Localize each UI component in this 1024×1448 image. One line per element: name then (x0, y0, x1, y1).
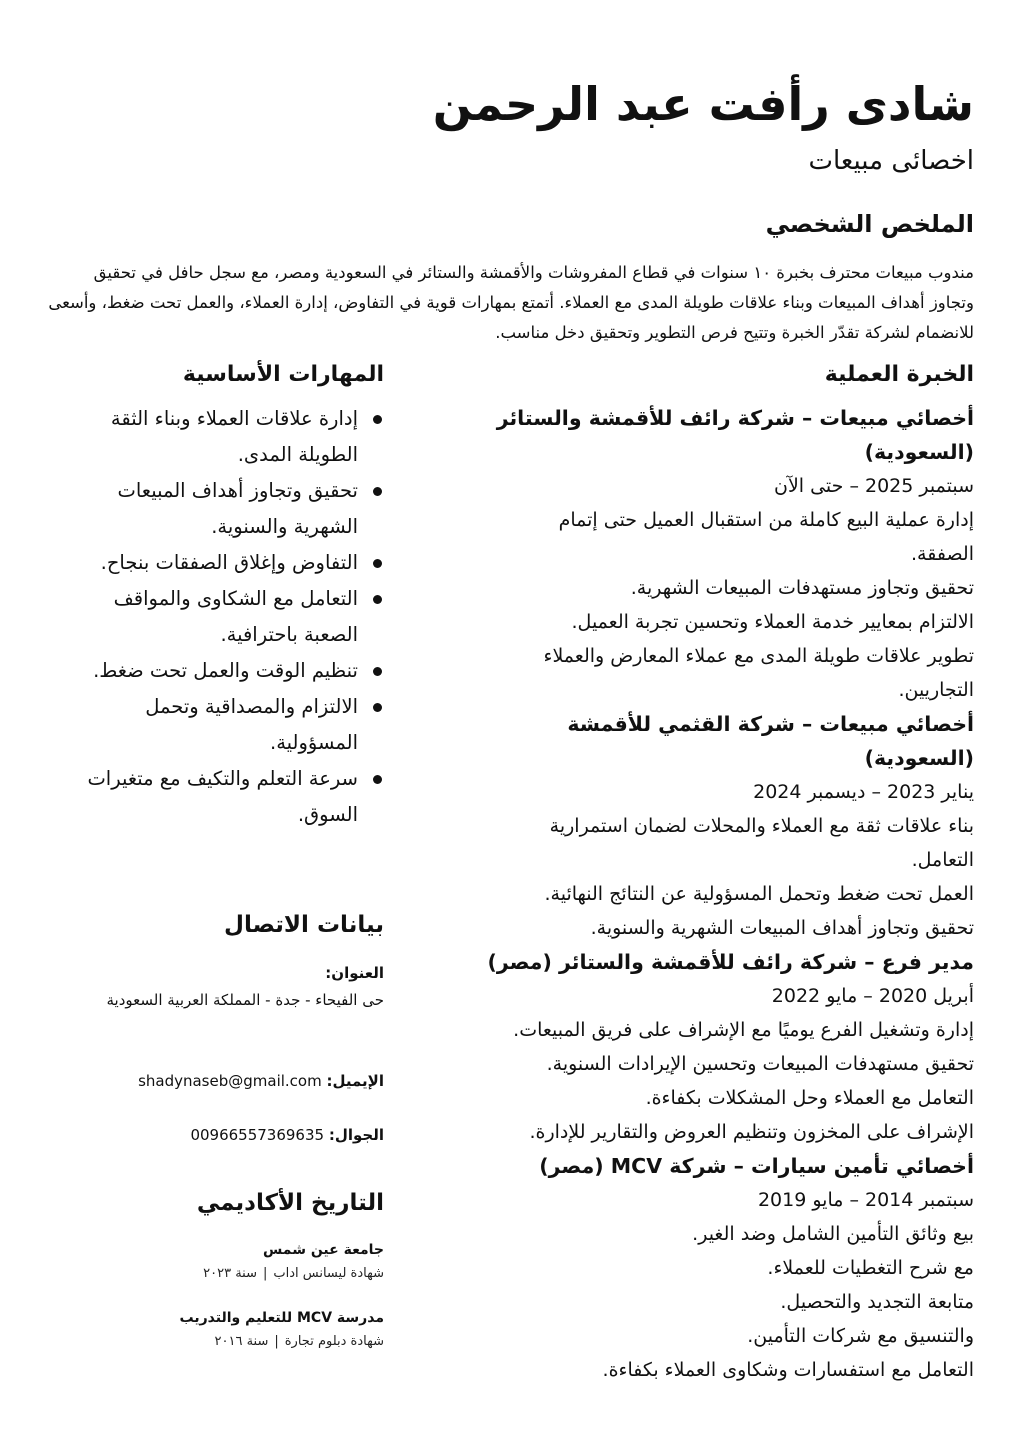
education-item (79, 1238, 384, 1286)
email-value[interactable]: shadynaseb@gmail.com (138, 1072, 322, 1090)
skill-item (79, 401, 384, 473)
job-duty: تطوير علاقات طويلة المدى مع عملاء المعارض والعملاء (543, 645, 974, 667)
bullet-icon (373, 595, 382, 604)
job-date: أبريل 2020 – مايو 2022 (771, 985, 974, 1007)
education-heading: التاريخ الأكاديمي (196, 1190, 384, 1216)
job-duty: إدارة وتشغيل الفرع يوميًا مع الإشراف على فريق المبيعات. (513, 1019, 974, 1041)
job-duty: والتنسيق مع شركات التأمين. (747, 1325, 974, 1347)
job-entry (439, 401, 974, 707)
job-date: يناير 2023 – ديسمبر 2024 (753, 781, 974, 803)
job-heading: مدير فرع – شركة رائف للأقمشة والستائر (مصر) (487, 950, 974, 974)
school-name: جامعة عين شمس (263, 1242, 384, 1258)
phone-label: الجوال: (328, 1126, 384, 1144)
job-entry (439, 707, 974, 945)
job-entry (439, 1149, 974, 1387)
phone-value[interactable]: 00966557369635 (190, 1126, 325, 1144)
job-heading: أخصائي مبيعات – شركة القثمي للأقمشة (567, 712, 974, 736)
job-duty: إدارة عملية البيع كاملة من استقبال العميل حتى إتمام (558, 509, 974, 531)
skill-item (79, 689, 384, 761)
job-duty: التعامل مع العملاء وحل المشكلات بكفاءة. (645, 1087, 974, 1109)
skills-list (79, 401, 384, 833)
candidate-name: شادى رأفت عبد الرحمن (432, 77, 974, 131)
skill-item (79, 761, 384, 833)
job-entry (439, 945, 974, 1149)
separator: | (263, 1266, 268, 1281)
skill-item (79, 653, 384, 689)
skill-text: الالتزام والمصداقية وتحمل المسؤولية. (145, 695, 358, 754)
job-date: سبتمبر 2014 – مايو 2019 (757, 1189, 974, 1211)
school-name: مدرسة MCV للتعليم والتدريب (179, 1310, 384, 1326)
job-duty: بيع وثائق التأمين الشامل وضد الغير. (692, 1223, 974, 1245)
job-heading-country: (السعودية) (864, 440, 974, 464)
job-duty: التعامل. (911, 849, 974, 871)
education-item (79, 1306, 384, 1354)
skill-item (79, 545, 384, 581)
skill-text: سرعة التعلم والتكيف مع متغيرات السوق. (87, 767, 358, 826)
summary-text: مندوب مبيعات محترف بخبرة ١٠ سنوات في قطاع المفروشات والأقمشة والستائر في السعودية ومصر، مع سجل حافل في تحقيق وتجاوز أهداف المبيعات وبناء علاقات طويلة المدى مع العملاء. أتمتع بمهارات قوية في التفاوض، إدارة العملاء، والعمل تحت ضغط، وأسعى للانضمام لشركة تقدّر الخبرة وتتيح فرص التطوير وتحقيق دخل مناسب. (48, 263, 974, 342)
skill-item (79, 581, 384, 653)
job-heading: أخصائي تأمين سيارات – شركة MCV (مصر) (539, 1154, 974, 1178)
job-duty: بناء علاقات ثقة مع العملاء والمحلات لضمان استمرارية (549, 815, 974, 837)
skills-section (79, 362, 384, 833)
job-duty: تحقيق وتجاوز أهداف المبيعات الشهرية والسنوية. (590, 917, 974, 939)
email-label: الإيميل: (326, 1072, 384, 1090)
contact-phone (79, 1122, 384, 1149)
job-duty: تحقيق مستهدفات المبيعات وتحسين الإيرادات السنوية. (546, 1053, 974, 1075)
contact-email (79, 1068, 384, 1095)
skill-text: تنظيم الوقت والعمل تحت ضغط. (93, 659, 358, 682)
contact-heading: بيانات الاتصال (224, 912, 384, 938)
skill-text: إدارة علاقات العملاء وبناء الثقة الطويلة المدى. (110, 407, 358, 466)
degree-year: سنة ٢٠٢٣ (203, 1266, 257, 1281)
address-label: العنوان: (325, 964, 384, 982)
job-duty: العمل تحت ضغط وتحمل المسؤولية عن النتائج النهائية. (544, 883, 974, 905)
summary-heading: الملخص الشخصي (765, 210, 974, 238)
bullet-icon (373, 667, 382, 676)
skill-text: تحقيق وتجاوز أهداف المبيعات الشهرية والسنوية. (117, 479, 358, 538)
job-duty: تحقيق وتجاوز مستهدفات المبيعات الشهرية. (630, 577, 974, 599)
skills-heading: المهارات الأساسية (182, 362, 384, 387)
job-duty: الالتزام بمعايير خدمة العملاء وتحسين تجربة العميل. (571, 611, 974, 633)
job-duty: التعامل مع استفسارات وشكاوى العملاء بكفاءة. (602, 1359, 974, 1381)
bullet-icon (373, 775, 382, 784)
bullet-icon (373, 415, 382, 424)
skill-item (79, 473, 384, 545)
address-value: حى الفيحاء - جدة - المملكة العربية السعودية (106, 991, 384, 1009)
experience-heading: الخبرة العملية (824, 362, 974, 387)
skill-text: التعامل مع الشكاوى والمواقف الصعبة باحترافية. (113, 587, 358, 646)
degree-name: شهادة ليسانس اداب (273, 1266, 384, 1281)
job-heading: أخصائي مبيعات – شركة رائف للأقمشة والستائر (496, 406, 974, 430)
bullet-icon (373, 487, 382, 496)
degree-line (79, 1262, 384, 1286)
degree-name: شهادة دبلوم تجارة (284, 1334, 384, 1349)
skill-text: التفاوض وإغلاق الصفقات بنجاح. (100, 551, 358, 574)
job-date: سبتمبر 2025 – حتى الآن (773, 475, 974, 497)
contact-address (79, 960, 384, 1014)
experience-section (439, 362, 974, 1387)
degree-line (79, 1330, 384, 1354)
bullet-icon (373, 559, 382, 568)
job-duty: التجاريين. (898, 679, 974, 701)
job-duty: الصفقة. (911, 543, 974, 565)
job-duty: الإشراف على المخزون وتنظيم العروض والتقارير للإدارة. (529, 1121, 974, 1143)
job-heading-country: (السعودية) (864, 746, 974, 770)
separator: | (274, 1334, 279, 1349)
job-duty: متابعة التجديد والتحصيل. (780, 1291, 974, 1313)
degree-year: سنة ٢٠١٦ (214, 1334, 269, 1349)
bullet-icon (373, 703, 382, 712)
candidate-title: اخصائى مبيعات (808, 146, 974, 176)
job-duty: مع شرح التغطيات للعملاء. (767, 1257, 974, 1279)
